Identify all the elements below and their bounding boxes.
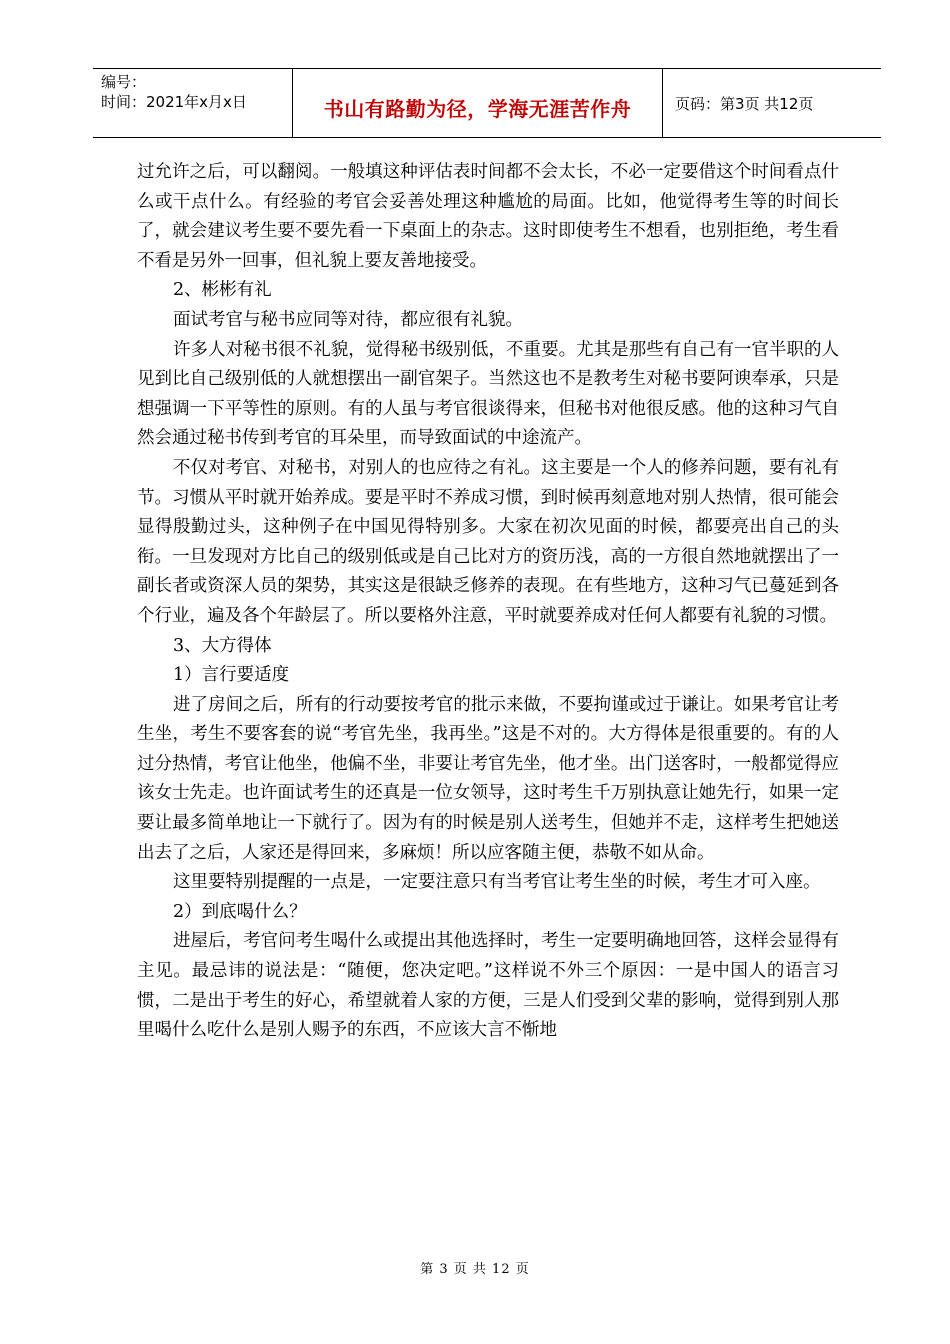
header-motto: 书山有路勤为径，学海无涯苦作舟 [323, 97, 632, 121]
paragraph: 面试考官与秘书应同等对待，都应很有礼貌。 [173, 309, 523, 330]
header-page-cell [663, 69, 881, 137]
paragraph: 不仅对考官、对秘书，对别人的也应待之有礼。这主要是一个人的修养问题，要有礼有节。习惯从平时就开始养成。要是平时不养成习惯，到时候再刻意地对别人热情，很可能会显得殷勤过头，这种例子在中国见得特别多。大家在初次见面的时候，都要亮出自己的头衔。一旦发现对方比自己的级别低或是自己比对方的资历浅，高的一方很自然地就摆出了一副长者或资深人员的架势，其实这是很缺乏修养的表现。在有些地方，这种习气已蔓延到各个行业，遍及各个年龄层了。所以要格外注意，平时就要养成对任何人都要有礼貌的习惯。 [137, 457, 839, 626]
document-time-label: 时间：2021年x月x日 [101, 93, 247, 111]
document-number-label: 编号： [101, 73, 147, 91]
header-meta [93, 69, 292, 137]
paragraph: 进了房间之后，所有的行动要按考官的批示来做，不要拘谨或过于谦让。如果考官让考生坐，考生不要客套的说“考官先坐，我再坐。”这是不对的。大方得体是很重要的。有的人过分热情，考官让他坐，他偏不坐，非要让考官先坐，他才坐。出门送客时，一般都觉得应该女士先走。也许面试考生的还真是一位女领导，这时考生千万别执意让她先行，如果一定要让最多简单地让一下就行了。因为有的时候是别人送考生，但她并不走，这样考生把她送出去了之后，人家还是得回来，多麻烦！所以应客随主便，恭敬不如从命。 [137, 694, 839, 863]
page-footer: 第 3 页 共 12 页 [420, 1262, 530, 1277]
paragraph: 过允许之后，可以翻阅。一般填这种评估表时间都不会太长，不必一定要借这个时间看点什么或干点什么。有经验的考官会妥善处理这种尴尬的局面。比如，他觉得考生等的时间长了，就会建议考生要不要先看一下桌面上的杂志。这时即使考生不想看，也别拒绝，考生看不看是另外一回事，但礼貌上要友善地接受。 [137, 162, 839, 271]
paragraph: 进屋后，考官问考生喝什么或提出其他选择时，考生一定要明确地回答，这样会显得有主见。最忌讳的说法是：“随便，您决定吧。”这样说不外三个原因：一是中国人的语言习惯，二是出于考生的好心，希望就着人家的方便，三是人们受到父辈的影响，觉得到别人那里喝什么吃什么是别人赐予的东西，不应该大言不惭地 [137, 931, 839, 1041]
subsection-heading: 2）到底喝什么？ [173, 901, 307, 922]
header-page-code: 页码：第3页 共12页 [675, 95, 814, 113]
paragraph: 许多人对秘书很不礼貌，觉得秘书级别低，不重要。尤其是那些有自己有一官半职的人见到比自己级别低的人就想摆出一副官架子。当然这也不是教考生对秘书要阿谀奉承，只是想强调一下平等性的原则。有的人虽与考官很谈得来，但秘书对他很反感。他的这种习气自然会通过秘书传到考官的耳朵里，而导致面试的中途流产。 [137, 339, 839, 449]
document-body [137, 158, 839, 1046]
paragraph: 这里要特别提醒的一点是，一定要注意只有当考官让考生坐的时候，考生才可入座。 [173, 872, 821, 893]
section-heading: 2、彬彬有礼 [173, 280, 272, 301]
page-header [93, 68, 881, 138]
section-heading: 3、大方得体 [173, 635, 272, 656]
subsection-heading: 1）言行要适度 [173, 665, 290, 686]
header-motto-cell [292, 69, 663, 137]
